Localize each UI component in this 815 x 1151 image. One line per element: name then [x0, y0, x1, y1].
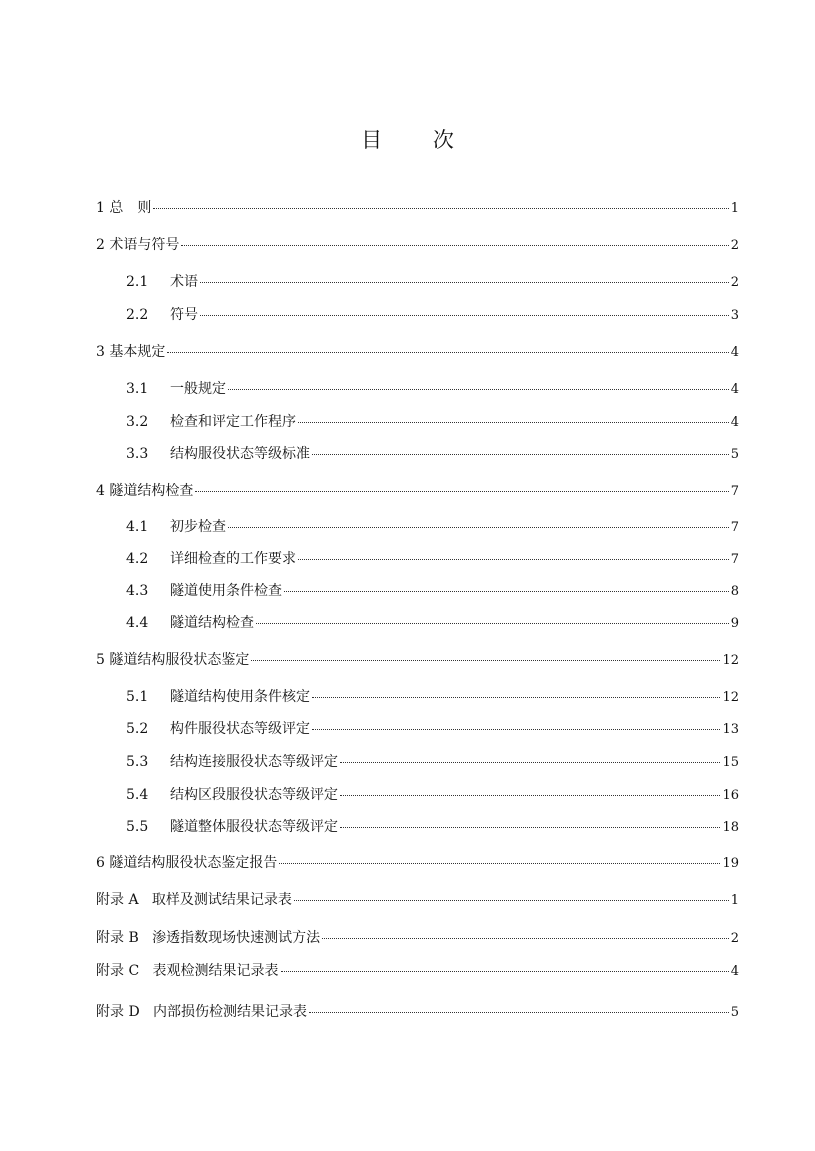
toc-entry-number: 3.2 — [126, 414, 149, 430]
toc-entry-number: 5 — [96, 652, 110, 668]
toc-entry[interactable] — [96, 929, 739, 947]
toc-entry[interactable] — [96, 854, 739, 872]
toc-entry-page: 15 — [722, 755, 739, 770]
toc-entry[interactable] — [126, 753, 739, 771]
toc-entry-label: 总 则 — [109, 200, 152, 216]
toc-entry-page: 4 — [730, 382, 739, 397]
dot-leader — [228, 527, 729, 528]
toc-entry-number: 附录 B — [96, 930, 153, 946]
toc-entry[interactable] — [126, 720, 739, 738]
toc-entry-page: 18 — [722, 820, 739, 835]
toc-entry[interactable] — [126, 273, 739, 291]
toc-entry-label: 基本规定 — [109, 344, 166, 360]
dot-leader — [181, 245, 728, 246]
toc-entry-page: 8 — [730, 584, 739, 599]
toc-entry-number: 4.4 — [126, 615, 149, 631]
toc-entry-label: 隧道结构服役状态鉴定报告 — [109, 855, 278, 871]
toc-entry-page: 9 — [730, 616, 739, 631]
page-title: 目 次 — [361, 128, 476, 152]
toc-entry-number: 附录 C — [96, 963, 153, 979]
toc-entry-page: 12 — [722, 690, 739, 705]
toc-entry[interactable] — [126, 550, 739, 568]
dot-leader — [279, 863, 720, 864]
toc-entry[interactable] — [126, 445, 739, 463]
toc-entry-number: 2.2 — [126, 307, 149, 323]
toc-entry-label: 检查和评定工作程序 — [170, 414, 296, 430]
toc-entry-label: 术语与符号 — [109, 237, 180, 253]
toc-entry-number: 3 — [96, 344, 110, 360]
toc-entry-page: 2 — [730, 238, 739, 253]
toc-entry[interactable] — [96, 891, 739, 909]
toc-entry[interactable] — [126, 688, 739, 706]
dot-leader — [284, 591, 729, 592]
toc-entry[interactable] — [96, 482, 739, 500]
dot-leader — [322, 938, 729, 939]
toc-entry-label: 详细检查的工作要求 — [170, 551, 296, 567]
dot-leader — [340, 795, 720, 796]
toc-entry-number: 附录 D — [96, 1004, 154, 1020]
toc-entry-label: 隧道结构服役状态鉴定 — [109, 652, 250, 668]
toc-entry-label: 结构区段服役状态等级评定 — [170, 787, 338, 803]
toc-entry-label: 内部损伤检测结果记录表 — [153, 1004, 308, 1020]
toc-entry[interactable] — [126, 582, 739, 600]
dot-leader — [298, 422, 729, 423]
toc-entry-number: 2 — [96, 237, 110, 253]
toc-entry-number: 5.1 — [126, 689, 149, 705]
toc-entry-number: 2.1 — [126, 274, 149, 290]
toc-entry-page: 5 — [730, 1005, 739, 1020]
toc-entry-page: 4 — [730, 415, 739, 430]
dot-leader — [195, 491, 728, 492]
dot-leader — [340, 762, 720, 763]
toc-entry-page: 2 — [730, 931, 739, 946]
dot-leader — [340, 827, 720, 828]
dot-leader — [298, 559, 729, 560]
toc-entry[interactable] — [96, 343, 739, 361]
dot-leader — [200, 282, 729, 283]
dot-leader — [309, 1012, 729, 1013]
toc-entry-label: 术语 — [170, 274, 198, 290]
dot-leader — [251, 660, 720, 661]
toc-entry-page: 1 — [730, 201, 739, 216]
dot-leader — [281, 971, 729, 972]
toc-entry[interactable] — [126, 818, 739, 836]
dot-leader — [153, 208, 728, 209]
toc-entry-page: 4 — [730, 345, 739, 360]
toc-entry-page: 1 — [730, 893, 739, 908]
toc-entry[interactable] — [126, 413, 739, 431]
toc-entry-label: 结构服役状态等级标准 — [170, 446, 310, 462]
toc-entry-number: 5.5 — [126, 819, 149, 835]
dot-leader — [228, 389, 729, 390]
dot-leader — [294, 900, 729, 901]
toc-entry-label: 一般规定 — [170, 381, 226, 397]
toc-entry[interactable] — [96, 1003, 739, 1021]
toc-entry-page: 7 — [730, 484, 739, 499]
toc-entry-label: 隧道结构检查 — [109, 483, 194, 499]
toc-entry-label: 隧道整体服役状态等级评定 — [170, 819, 338, 835]
toc-entry-label: 符号 — [170, 307, 198, 323]
toc-entry-number: 5.2 — [126, 721, 149, 737]
toc-entry-label: 隧道结构使用条件核定 — [170, 689, 310, 705]
toc-entry-number: 5.4 — [126, 787, 149, 803]
toc-entry-number: 4.2 — [126, 551, 149, 567]
toc-entry[interactable] — [126, 614, 739, 632]
toc-entry-label: 隧道结构检查 — [170, 615, 254, 631]
toc-entry-page: 12 — [722, 653, 739, 668]
toc-entry-number: 5.3 — [126, 754, 149, 770]
toc-entry-number: 6 — [96, 855, 110, 871]
dot-leader — [167, 352, 728, 353]
toc-entry[interactable] — [96, 199, 739, 217]
dot-leader — [312, 729, 720, 730]
dot-leader — [200, 315, 729, 316]
toc-entry[interactable] — [126, 786, 739, 804]
toc-entry[interactable] — [96, 236, 739, 254]
toc-entry-label: 构件服役状态等级评定 — [170, 721, 310, 737]
toc-entry-number: 3.3 — [126, 446, 149, 462]
dot-leader — [312, 454, 729, 455]
toc-entry-page: 4 — [730, 964, 739, 979]
dot-leader — [256, 623, 729, 624]
toc-entry-label: 结构连接服役状态等级评定 — [170, 754, 338, 770]
toc-entry-page: 7 — [730, 520, 739, 535]
toc-entry-number: 3.1 — [126, 381, 149, 397]
toc-entry-label: 渗透指数现场快速测试方法 — [152, 930, 321, 946]
toc-entry-label: 隧道使用条件检查 — [170, 583, 282, 599]
dot-leader — [312, 697, 720, 698]
toc-entry-label: 取样及测试结果记录表 — [151, 892, 292, 908]
toc-entry-number: 4.1 — [126, 519, 149, 535]
toc-entry[interactable] — [96, 962, 739, 980]
toc-entry[interactable] — [126, 306, 739, 324]
toc-entry[interactable] — [126, 380, 739, 398]
toc-entry-page: 5 — [730, 447, 739, 462]
toc-entry[interactable] — [126, 518, 739, 536]
toc-entry-number: 4.3 — [126, 583, 149, 599]
toc-entry-page: 7 — [730, 552, 739, 567]
toc-entry-label: 初步检查 — [170, 519, 226, 535]
toc-entry-number: 附录 A — [96, 892, 152, 908]
toc-entry-page: 3 — [730, 308, 739, 323]
toc-entry-number: 1 — [96, 200, 110, 216]
toc-entry-label: 表观检测结果记录表 — [152, 963, 279, 979]
toc-entry-number: 4 — [96, 483, 110, 499]
toc-entry-page: 19 — [722, 856, 739, 871]
toc-entry-page: 2 — [730, 275, 739, 290]
toc-entry[interactable] — [96, 651, 739, 669]
toc-entry-page: 16 — [722, 788, 739, 803]
toc-entry-page: 13 — [722, 722, 739, 737]
